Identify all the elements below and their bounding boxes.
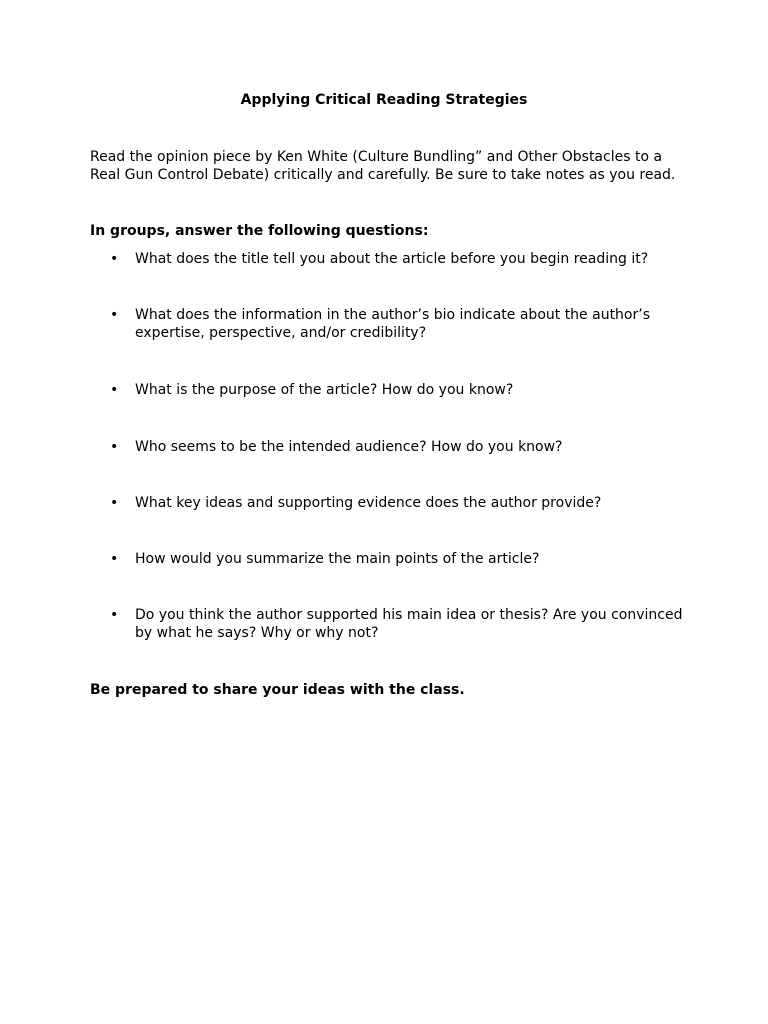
question-text: What does the information in the author’s bio indicate about the author’s expertise, perspective, and/or credibility? xyxy=(135,307,650,341)
bullet-icon: • xyxy=(110,439,119,455)
question-text: What is the purpose of the article? How do you know? xyxy=(135,382,514,398)
bullet-icon: • xyxy=(110,607,119,623)
closing-note: Be prepared to share your ideas with the class. xyxy=(90,682,465,698)
question-text: What key ideas and supporting evidence does the author provide? xyxy=(135,495,602,511)
bullet-icon: • xyxy=(110,251,119,267)
question-text: How would you summarize the main points of the article? xyxy=(135,551,540,567)
bullet-icon: • xyxy=(110,382,119,398)
intro-paragraph: Read the opinion piece by Ken White (Culture Bundling” and Other Obstacles to a Real Gun Control Debate) critically and carefully. Be sure to take notes as you read. xyxy=(90,149,676,183)
question-text: Who seems to be the intended audience? How do you know? xyxy=(135,439,563,455)
question-text: Do you think the author supported his main idea or thesis? Are you convinced by what he says? Why or why not? xyxy=(135,607,683,641)
bullet-icon: • xyxy=(110,495,119,511)
bullet-icon: • xyxy=(110,551,119,567)
bullet-icon: • xyxy=(110,307,119,323)
question-text: What does the title tell you about the article before you begin reading it? xyxy=(135,251,649,267)
questions-heading: In groups, answer the following questions: xyxy=(90,223,429,239)
document-title: Applying Critical Reading Strategies xyxy=(240,92,528,108)
